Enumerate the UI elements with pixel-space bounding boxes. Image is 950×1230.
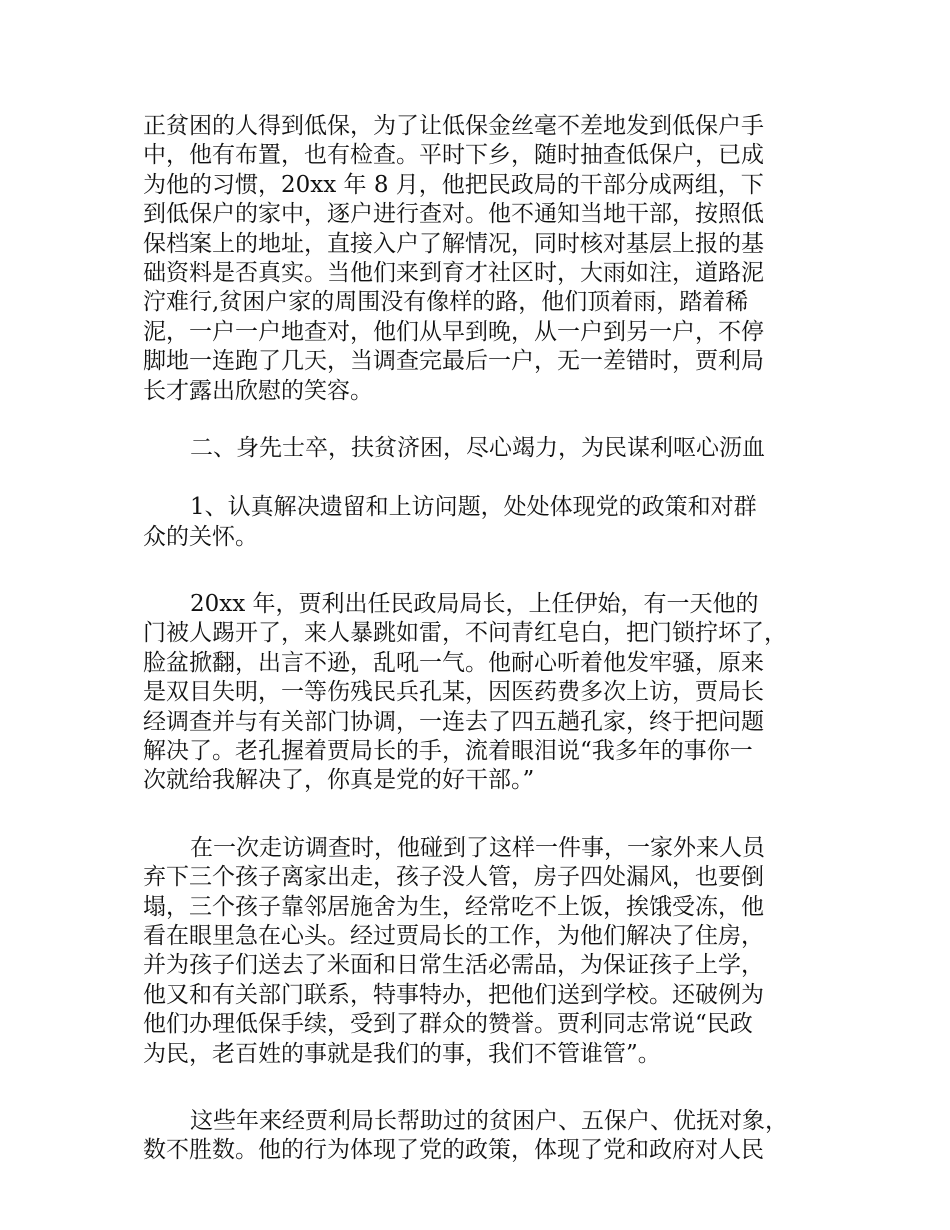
paragraph-low-income-check bbox=[143, 112, 813, 406]
text-line: 正贫困的人得到低保，为了让低保金丝毫不差地发到低保户手 bbox=[143, 113, 764, 139]
text-line: 中，他有布置，也有检查。平时下乡，随时抽查低保户，已成 bbox=[143, 142, 764, 169]
subsection-heading bbox=[143, 493, 813, 552]
text-line: 并为孩子们送去了米面和日常生活必需品，为保证孩子上学， bbox=[143, 952, 764, 979]
text-line: 经调查并与有关部门协调，一连去了四五趟孔家，终于把问题 bbox=[143, 708, 764, 735]
text-line: 门被人踢开了，来人暴跳如雷，不问青红皂白，把门锁拧坏了， bbox=[143, 620, 787, 647]
text-line: 础资料是否真实。当他们来到育才社区时，大雨如注，道路泥 bbox=[143, 259, 764, 286]
text-line: 为他的习惯，20xx 年 8 月，他把民政局的干部分成两组，下 bbox=[143, 171, 764, 198]
text-line: 为民，老百姓的事就是我们的事，我们不管谁管”。 bbox=[143, 1040, 661, 1067]
text-line: 众的关怀。 bbox=[143, 523, 258, 550]
paragraph-appointment bbox=[143, 590, 813, 796]
text-line: 20xx 年，贾利出任民政局局长，上任伊始，有一天他的 bbox=[190, 591, 759, 618]
text-line: 这些年来经贾利局长帮助过的贫困户、五保户、优抚对象， bbox=[190, 1107, 788, 1134]
section-heading bbox=[143, 434, 813, 463]
text-line: 1、认真解决遗留和上访问题，处处体现党的政策和对群 bbox=[190, 494, 757, 521]
text-line: 他们办理低保手续，受到了群众的赞誉。贾利同志常说“民政 bbox=[143, 1011, 753, 1038]
text-line: 泥，一户一户地查对，他们从早到晚，从一户到另一户，不停 bbox=[143, 318, 764, 345]
text-line: 解决了。老孔握着贾局长的手，流着眼泪说“我多年的事你一 bbox=[143, 738, 753, 765]
paragraph-field-visit bbox=[143, 834, 813, 1069]
heading-line: 二、身先士卒，扶贫济困，尽心竭力，为民谋利呕心沥血 bbox=[190, 434, 765, 461]
text-line: 脸盆掀翻，出言不逊，乱吼一气。他耐心听着他发牢骚，原来 bbox=[143, 649, 764, 676]
text-line: 保档案上的地址，直接入户了解情况，同时核对基层上报的基 bbox=[143, 230, 764, 257]
document-body bbox=[143, 112, 813, 1166]
text-line: 看在眼里急在心头。经过贾局长的工作，为他们解决了住房， bbox=[143, 922, 764, 949]
text-line: 数不胜数。他的行为体现了党的政策，体现了党和政府对人民 bbox=[143, 1137, 764, 1164]
text-line: 他又和有关部门联系，特事特办，把他们送到学校。还破例为 bbox=[143, 981, 764, 1008]
text-line: 脚地一连跑了几天，当调查完最后一户，无一差错时，贾利局 bbox=[143, 348, 764, 375]
text-line: 次就给我解决了，你真是党的好干部。” bbox=[143, 767, 535, 794]
text-line: 是双目失明，一等伤残民兵孔某，因医药费多次上访，贾局长 bbox=[143, 679, 764, 706]
text-line: 塌，三个孩子靠邻居施舍为生，经常吃不上饭，挨饿受冻，他 bbox=[143, 893, 764, 920]
text-line: 泞难行,贫困户家的周围没有像样的路，他们顶着雨，踏着稀 bbox=[143, 289, 749, 316]
text-line: 长才露出欣慰的笑容。 bbox=[143, 377, 373, 404]
text-line: 弃下三个孩子离家出走，孩子没人管，房子四处漏风，也要倒 bbox=[143, 864, 764, 891]
paragraph-summary bbox=[143, 1107, 813, 1166]
text-line: 到低保户的家中，逐户进行查对。他不通知当地干部，按照低 bbox=[143, 201, 764, 228]
text-line: 在一次走访调查时，他碰到了这样一件事，一家外来人员 bbox=[190, 834, 765, 861]
